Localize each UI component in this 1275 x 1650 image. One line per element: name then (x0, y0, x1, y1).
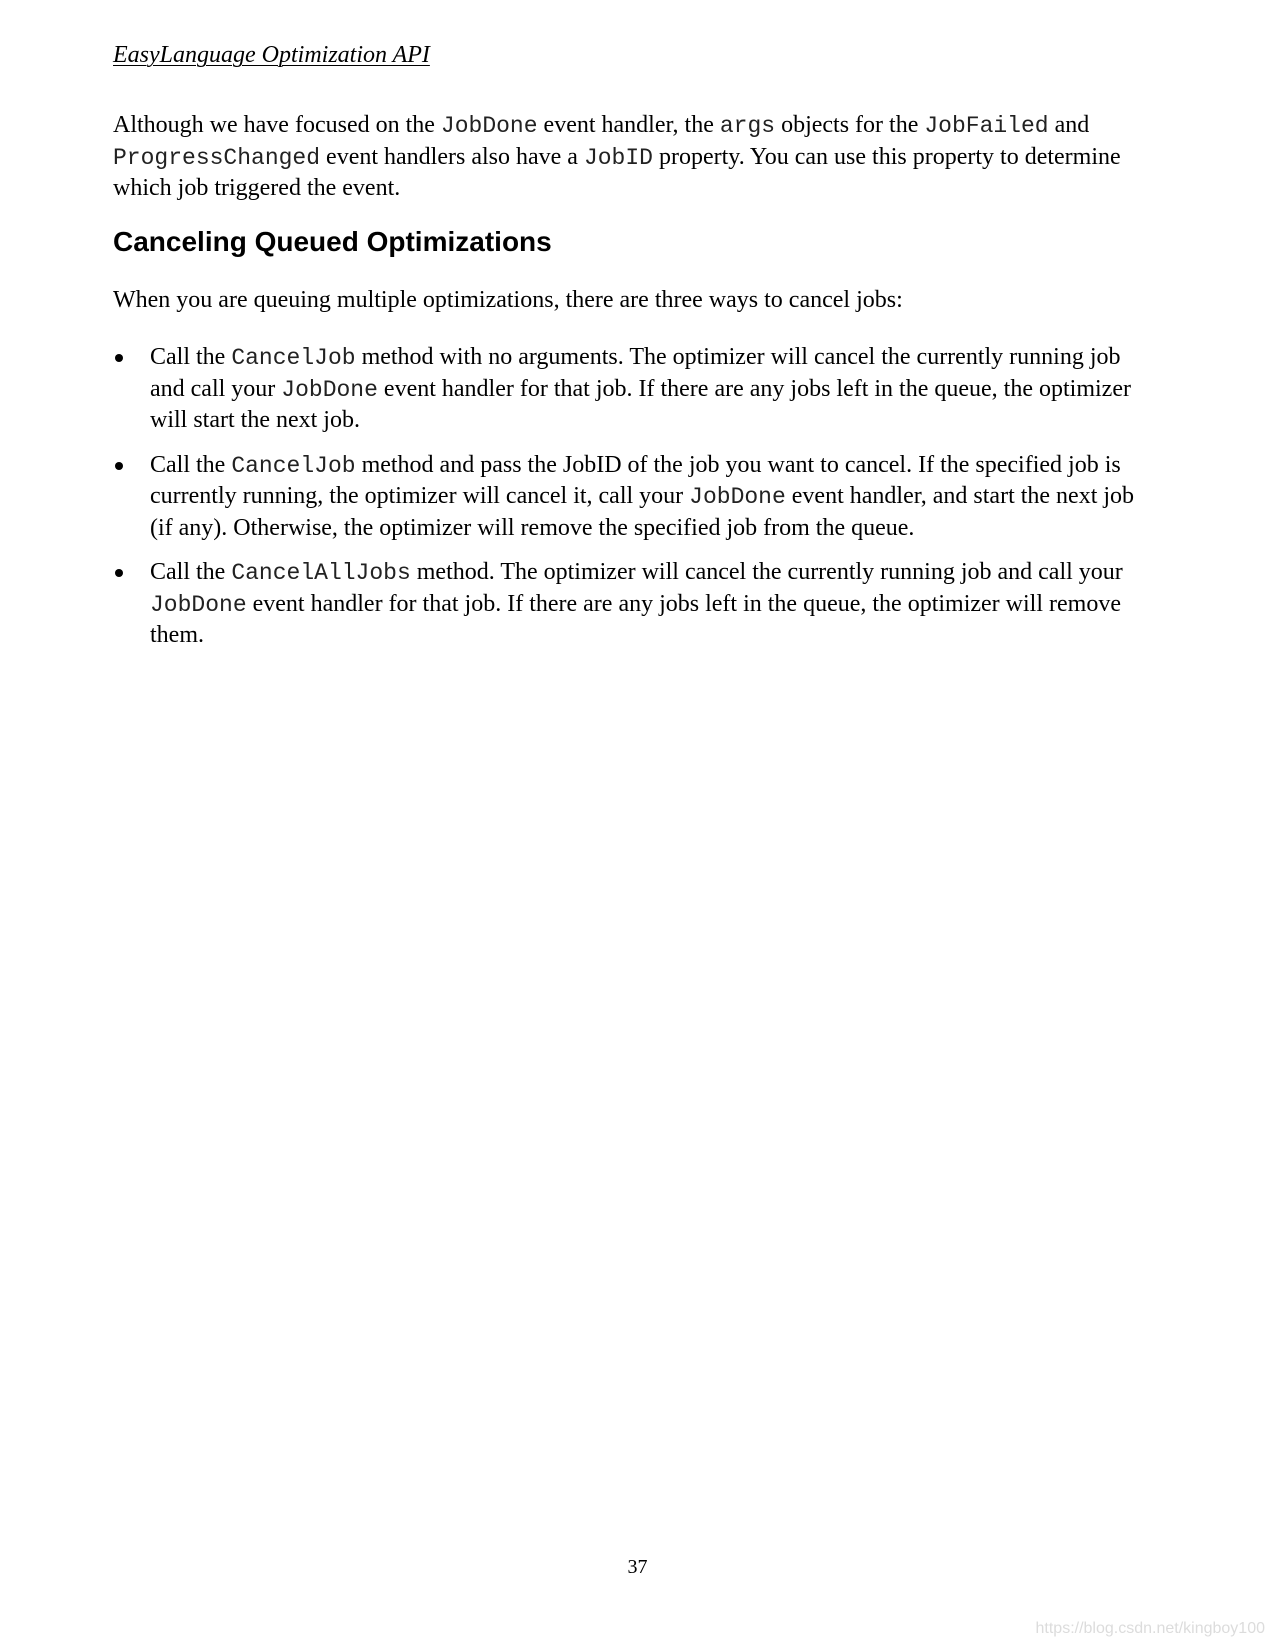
code-jobfailed: JobFailed (924, 113, 1049, 139)
bullet-text: method. The optimizer will cancel the currently running job and call your (410, 559, 1123, 585)
code-jobdone: JobDone (150, 591, 247, 618)
bullet-dot-icon (115, 462, 123, 470)
bullet-text: method with no arguments. The optimizer will cancel the currently running job and call your (150, 344, 1121, 402)
code-canceljob: CancelJob (231, 452, 356, 479)
bullet-text: event handler for that job. If there are any jobs left in the queue, the optimizer will start the next job. (150, 375, 1131, 433)
watermark-text: https://blog.csdn.net/kingboy100 (1035, 1620, 1265, 1637)
code-cancelalljobs: CancelAllJobs (231, 560, 411, 586)
bullet-text: method and pass the JobID of the job you want to cancel. If the specified job is currently running, the optimizer will cancel it, call your (150, 451, 1121, 509)
bullet-text: event handler for that job. If there are any jobs left in the queue, the optimizer will remove them. (150, 590, 1121, 648)
bullet-item-cancel-current (113, 342, 1158, 436)
bullet-list (113, 342, 1158, 665)
intro-text-1: Although we have focused on the (113, 112, 441, 138)
code-jobid: JobID (583, 144, 653, 171)
code-canceljob: CancelJob (231, 345, 356, 371)
code-progresschanged: ProgressChanged (113, 144, 321, 171)
bullet-text: event handler, and start the next job (if any). Otherwise, the optimizer will remove the specified job from the queue. (150, 483, 1135, 541)
intro-text-4: and (1048, 112, 1090, 138)
bullet-text: Call the (150, 344, 232, 370)
running-header: EasyLanguage Optimization API (113, 42, 430, 68)
code-jobdone: JobDone (440, 113, 538, 139)
intro-text-3: objects for the (775, 112, 925, 138)
intro-text-2: event handler, the (537, 112, 720, 138)
bullet-item-cancel-by-id (113, 450, 1158, 544)
bullet-item-cancel-all (113, 557, 1158, 651)
bullet-text: Call the (150, 559, 232, 585)
section-heading: Canceling Queued Optimizations (113, 226, 552, 257)
code-jobdone: JobDone (689, 484, 786, 510)
lead-paragraph: When you are queuing multiple optimizations, there are three ways to cancel jobs: (113, 287, 903, 313)
intro-text-5: event handlers also have a (320, 143, 584, 170)
code-jobdone: JobDone (281, 376, 378, 403)
intro-paragraph (113, 110, 1153, 204)
code-args: args (719, 113, 776, 139)
bullet-text: Call the (150, 451, 232, 478)
page-number: 37 (627, 1556, 648, 1578)
bullet-dot-icon (115, 569, 123, 577)
intro-text-6: property. You can use this property to determine which job triggered the event. (113, 143, 1121, 201)
bullet-dot-icon (115, 354, 123, 362)
